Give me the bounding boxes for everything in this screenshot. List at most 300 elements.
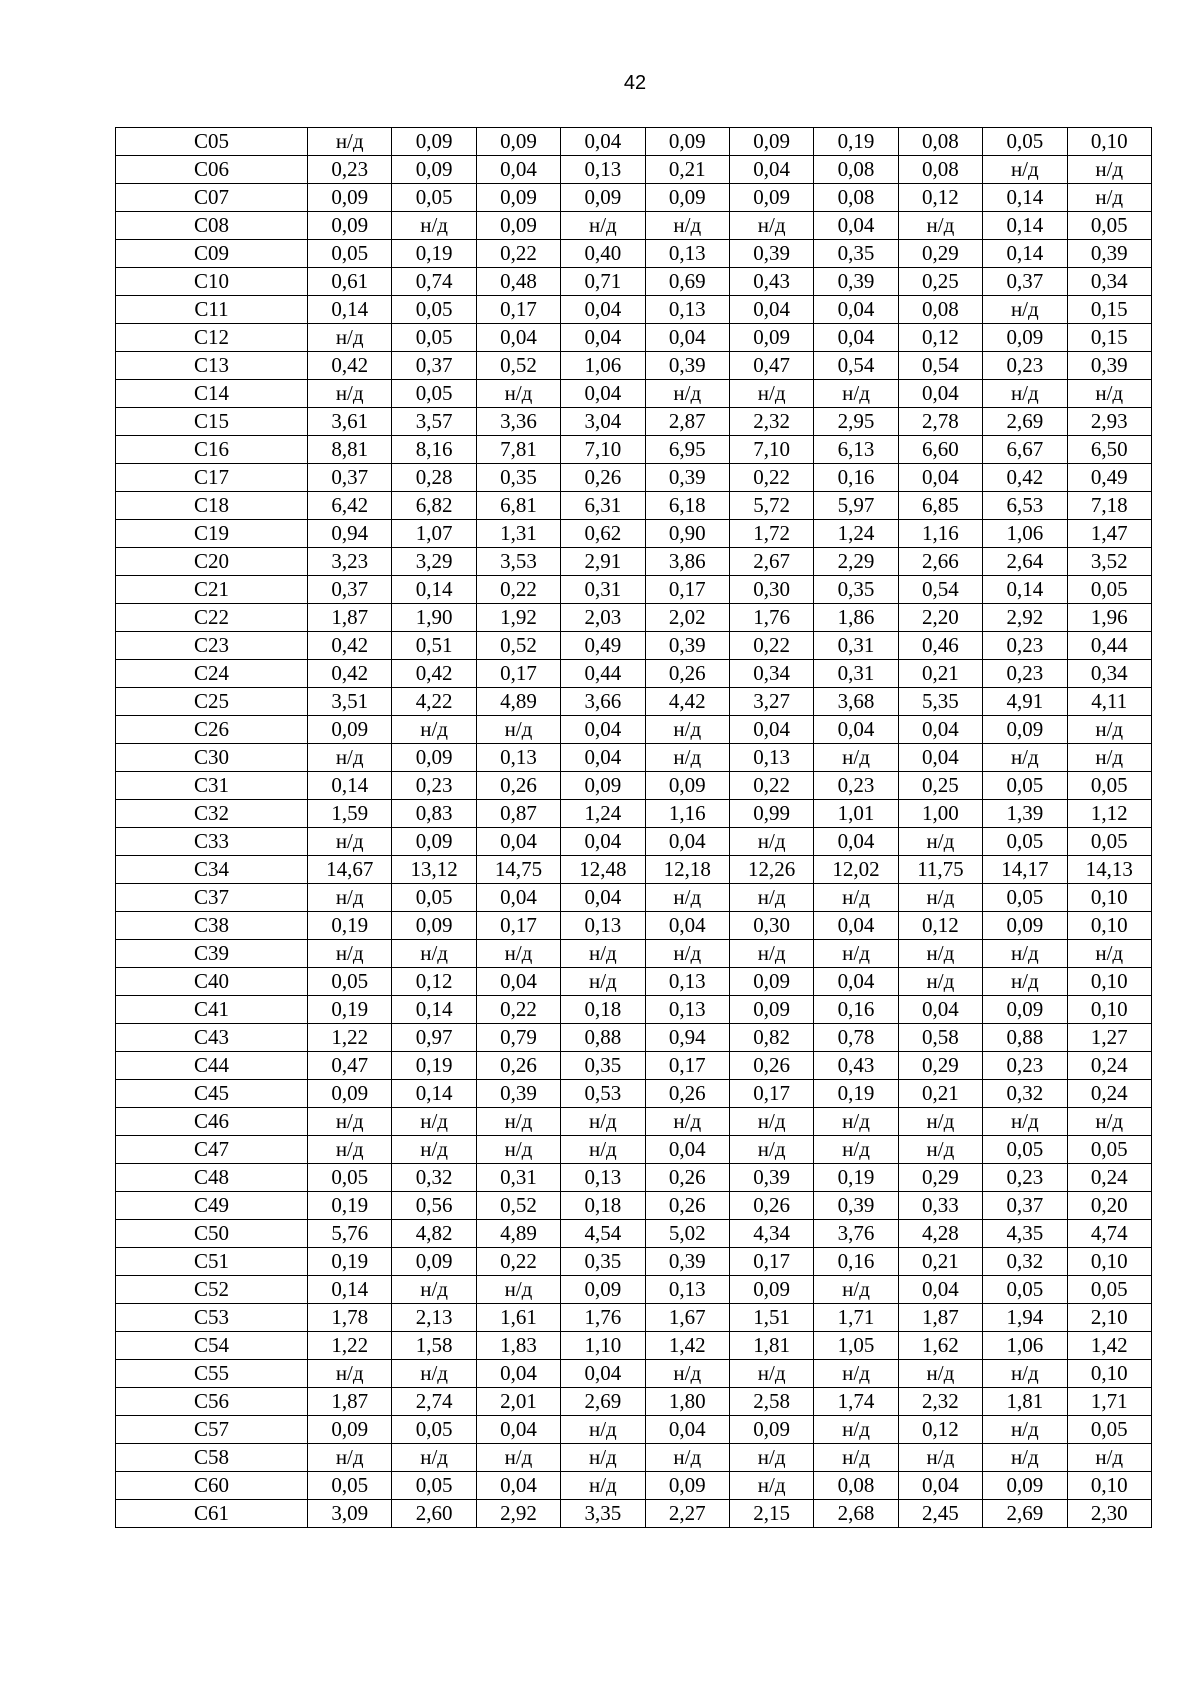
value-cell: 0,09 — [983, 912, 1067, 940]
value-cell: 3,76 — [814, 1220, 898, 1248]
value-cell: 0,54 — [898, 352, 982, 380]
value-cell: 1,06 — [561, 352, 645, 380]
row-code-cell: C18 — [116, 492, 308, 520]
value-cell: 0,14 — [983, 576, 1067, 604]
value-cell: 0,04 — [476, 884, 560, 912]
value-cell: н/д — [983, 156, 1067, 184]
value-cell: н/д — [898, 1444, 982, 1472]
value-cell: н/д — [983, 940, 1067, 968]
table-row — [116, 296, 1152, 324]
value-cell: 0,17 — [476, 912, 560, 940]
row-code-cell: C53 — [116, 1304, 308, 1332]
value-cell: 0,04 — [476, 1360, 560, 1388]
value-cell: 0,09 — [392, 128, 476, 156]
row-code-cell: C45 — [116, 1080, 308, 1108]
value-cell: н/д — [476, 940, 560, 968]
value-cell: 5,72 — [729, 492, 813, 520]
value-cell: 1,01 — [814, 800, 898, 828]
value-cell: 0,23 — [983, 1052, 1067, 1080]
value-cell: 0,19 — [814, 1080, 898, 1108]
value-cell: 6,85 — [898, 492, 982, 520]
value-cell: 0,04 — [814, 828, 898, 856]
value-cell: 0,04 — [898, 716, 982, 744]
value-cell: 0,21 — [898, 1080, 982, 1108]
value-cell: 0,16 — [814, 1248, 898, 1276]
value-cell: н/д — [814, 380, 898, 408]
value-cell: 2,20 — [898, 604, 982, 632]
table-row — [116, 1360, 1152, 1388]
value-cell: 0,05 — [308, 240, 392, 268]
value-cell: 0,29 — [898, 1052, 982, 1080]
row-code-cell: C07 — [116, 184, 308, 212]
value-cell: 0,09 — [392, 912, 476, 940]
value-cell: 0,04 — [476, 968, 560, 996]
value-cell: н/д — [645, 884, 729, 912]
value-cell: 12,18 — [645, 856, 729, 884]
value-cell: н/д — [1067, 940, 1151, 968]
row-code-cell: C46 — [116, 1108, 308, 1136]
table-row — [116, 352, 1152, 380]
value-cell: 0,37 — [392, 352, 476, 380]
table-row — [116, 632, 1152, 660]
value-cell: 0,37 — [308, 576, 392, 604]
value-cell: 0,12 — [898, 1416, 982, 1444]
value-cell: н/д — [898, 1108, 982, 1136]
value-cell: 1,78 — [308, 1304, 392, 1332]
value-cell: 0,47 — [729, 352, 813, 380]
value-cell: 0,23 — [308, 156, 392, 184]
value-cell: 0,22 — [729, 632, 813, 660]
value-cell: 0,13 — [476, 744, 560, 772]
value-cell: н/д — [983, 1444, 1067, 1472]
value-cell: 0,37 — [983, 268, 1067, 296]
table-row — [116, 772, 1152, 800]
value-cell: 2,30 — [1067, 1500, 1151, 1528]
value-cell: 0,08 — [898, 156, 982, 184]
table-row — [116, 436, 1152, 464]
value-cell: 0,31 — [814, 660, 898, 688]
value-cell: н/д — [392, 1276, 476, 1304]
value-cell: 4,22 — [392, 688, 476, 716]
value-cell: 0,28 — [392, 464, 476, 492]
value-cell: 0,09 — [729, 128, 813, 156]
value-cell: 0,90 — [645, 520, 729, 548]
value-cell: 0,24 — [1067, 1164, 1151, 1192]
value-cell: 0,09 — [476, 184, 560, 212]
value-cell: н/д — [308, 828, 392, 856]
row-code-cell: C47 — [116, 1136, 308, 1164]
value-cell: н/д — [729, 212, 813, 240]
value-cell: 0,22 — [729, 772, 813, 800]
value-cell: 0,10 — [1067, 968, 1151, 996]
value-cell: 0,04 — [898, 744, 982, 772]
value-cell: 7,10 — [729, 436, 813, 464]
value-cell: 0,44 — [561, 660, 645, 688]
value-cell: 0,09 — [476, 128, 560, 156]
value-cell: 0,14 — [308, 296, 392, 324]
row-code-cell: C61 — [116, 1500, 308, 1528]
value-cell: н/д — [898, 212, 982, 240]
value-cell: 1,76 — [729, 604, 813, 632]
value-cell: 0,23 — [983, 660, 1067, 688]
value-cell: 0,09 — [645, 128, 729, 156]
value-cell: н/д — [476, 1276, 560, 1304]
table-row — [116, 1388, 1152, 1416]
value-cell: 2,92 — [476, 1500, 560, 1528]
value-cell: 0,09 — [729, 184, 813, 212]
value-cell: 3,51 — [308, 688, 392, 716]
value-cell: 1,87 — [308, 1388, 392, 1416]
value-cell: 0,10 — [1067, 912, 1151, 940]
value-cell: н/д — [1067, 744, 1151, 772]
row-code-cell: C37 — [116, 884, 308, 912]
value-cell: 6,60 — [898, 436, 982, 464]
value-cell: 0,09 — [308, 716, 392, 744]
table-row — [116, 492, 1152, 520]
value-cell: 0,34 — [1067, 660, 1151, 688]
value-cell: 1,27 — [1067, 1024, 1151, 1052]
value-cell: 0,26 — [729, 1052, 813, 1080]
row-code-cell: C56 — [116, 1388, 308, 1416]
value-cell: 0,10 — [1067, 884, 1151, 912]
value-cell: 0,08 — [814, 1472, 898, 1500]
value-cell: 0,10 — [1067, 1472, 1151, 1500]
value-cell: 2,10 — [1067, 1304, 1151, 1332]
value-cell: 0,09 — [392, 744, 476, 772]
value-cell: 0,14 — [308, 1276, 392, 1304]
table-row — [116, 1220, 1152, 1248]
value-cell: н/д — [729, 1108, 813, 1136]
row-code-cell: C25 — [116, 688, 308, 716]
value-cell: 0,79 — [476, 1024, 560, 1052]
value-cell: 0,21 — [898, 1248, 982, 1276]
value-cell: 0,04 — [898, 1472, 982, 1500]
value-cell: 2,60 — [392, 1500, 476, 1528]
row-code-cell: C60 — [116, 1472, 308, 1500]
value-cell: н/д — [308, 940, 392, 968]
value-cell: 0,13 — [561, 912, 645, 940]
value-cell: 0,08 — [814, 156, 898, 184]
value-cell: 0,09 — [729, 1276, 813, 1304]
value-cell: 6,31 — [561, 492, 645, 520]
value-cell: н/д — [476, 1444, 560, 1472]
value-cell: 1,06 — [983, 520, 1067, 548]
value-cell: н/д — [729, 1444, 813, 1472]
row-code-cell: C13 — [116, 352, 308, 380]
value-cell: 0,04 — [814, 212, 898, 240]
value-cell: 0,22 — [476, 240, 560, 268]
value-cell: 4,74 — [1067, 1220, 1151, 1248]
value-cell: н/д — [1067, 380, 1151, 408]
table-row — [116, 1024, 1152, 1052]
value-cell: 0,21 — [645, 156, 729, 184]
value-cell: 0,05 — [392, 380, 476, 408]
value-cell: н/д — [729, 1136, 813, 1164]
value-cell: 8,16 — [392, 436, 476, 464]
value-cell: 0,09 — [645, 772, 729, 800]
value-cell: 0,05 — [1067, 772, 1151, 800]
value-cell: н/д — [814, 884, 898, 912]
value-cell: н/д — [308, 1444, 392, 1472]
value-cell: н/д — [729, 1472, 813, 1500]
value-cell: н/д — [561, 968, 645, 996]
value-cell: 0,09 — [729, 996, 813, 1024]
value-cell: 0,39 — [1067, 240, 1151, 268]
value-cell: 0,09 — [392, 828, 476, 856]
value-cell: 0,34 — [1067, 268, 1151, 296]
value-cell: 1,62 — [898, 1332, 982, 1360]
value-cell: н/д — [476, 716, 560, 744]
table-row — [116, 1472, 1152, 1500]
value-cell: 0,29 — [898, 1164, 982, 1192]
value-cell: 0,15 — [1067, 324, 1151, 352]
row-code-cell: C23 — [116, 632, 308, 660]
value-cell: 0,14 — [983, 240, 1067, 268]
value-cell: 0,09 — [561, 184, 645, 212]
value-cell: н/д — [983, 1416, 1067, 1444]
value-cell: 0,09 — [308, 1080, 392, 1108]
value-cell: н/д — [392, 212, 476, 240]
value-cell: 0,17 — [645, 576, 729, 604]
value-cell: 6,82 — [392, 492, 476, 520]
value-cell: 0,05 — [308, 968, 392, 996]
table-row — [116, 604, 1152, 632]
value-cell: 1,39 — [983, 800, 1067, 828]
value-cell: н/д — [561, 1136, 645, 1164]
value-cell: 7,81 — [476, 436, 560, 464]
table-row — [116, 1052, 1152, 1080]
row-code-cell: C51 — [116, 1248, 308, 1276]
value-cell: 0,39 — [729, 240, 813, 268]
value-cell: 1,58 — [392, 1332, 476, 1360]
value-cell: 0,31 — [814, 632, 898, 660]
value-cell: 2,32 — [898, 1388, 982, 1416]
value-cell: 2,69 — [983, 408, 1067, 436]
value-cell: 3,68 — [814, 688, 898, 716]
value-cell: 0,04 — [729, 296, 813, 324]
value-cell: 0,17 — [729, 1248, 813, 1276]
value-cell: 0,49 — [561, 632, 645, 660]
value-cell: н/д — [645, 744, 729, 772]
value-cell: 0,14 — [392, 1080, 476, 1108]
value-cell: н/д — [983, 1360, 1067, 1388]
value-cell: 0,05 — [983, 1136, 1067, 1164]
value-cell: 3,29 — [392, 548, 476, 576]
value-cell: 0,05 — [1067, 828, 1151, 856]
value-cell: 0,35 — [476, 464, 560, 492]
table-row — [116, 688, 1152, 716]
value-cell: 12,48 — [561, 856, 645, 884]
value-cell: 0,10 — [1067, 128, 1151, 156]
value-cell: 0,26 — [645, 1080, 729, 1108]
row-code-cell: C30 — [116, 744, 308, 772]
value-cell: 0,30 — [729, 576, 813, 604]
value-cell: 1,22 — [308, 1332, 392, 1360]
value-cell: 0,04 — [561, 380, 645, 408]
value-cell: н/д — [814, 1416, 898, 1444]
value-cell: 0,05 — [1067, 1276, 1151, 1304]
value-cell: 0,47 — [308, 1052, 392, 1080]
value-cell: 3,35 — [561, 1500, 645, 1528]
value-cell: 0,39 — [1067, 352, 1151, 380]
value-cell: 0,04 — [561, 128, 645, 156]
value-cell: 0,71 — [561, 268, 645, 296]
value-cell: 0,42 — [308, 352, 392, 380]
row-code-cell: C20 — [116, 548, 308, 576]
value-cell: 0,17 — [476, 296, 560, 324]
value-cell: 0,05 — [983, 828, 1067, 856]
table-row — [116, 576, 1152, 604]
value-cell: 2,66 — [898, 548, 982, 576]
value-cell: 14,13 — [1067, 856, 1151, 884]
value-cell: 0,05 — [1067, 212, 1151, 240]
value-cell: 1,51 — [729, 1304, 813, 1332]
value-cell: 0,40 — [561, 240, 645, 268]
value-cell: 1,61 — [476, 1304, 560, 1332]
value-cell: 1,96 — [1067, 604, 1151, 632]
value-cell: 0,39 — [814, 268, 898, 296]
value-cell: 0,09 — [308, 184, 392, 212]
row-code-cell: C05 — [116, 128, 308, 156]
value-cell: 0,05 — [1067, 576, 1151, 604]
value-cell: 0,42 — [308, 632, 392, 660]
row-code-cell: C43 — [116, 1024, 308, 1052]
value-cell: 0,04 — [729, 716, 813, 744]
value-cell: 0,09 — [308, 1416, 392, 1444]
value-cell: 1,47 — [1067, 520, 1151, 548]
value-cell: н/д — [814, 1108, 898, 1136]
value-cell: 3,66 — [561, 688, 645, 716]
value-cell: 0,10 — [1067, 1360, 1151, 1388]
value-cell: 0,35 — [814, 240, 898, 268]
value-cell: 0,04 — [814, 912, 898, 940]
value-cell: н/д — [308, 1360, 392, 1388]
value-cell: 0,05 — [392, 296, 476, 324]
value-cell: н/д — [645, 1360, 729, 1388]
value-cell: 0,61 — [308, 268, 392, 296]
value-cell: 0,54 — [898, 576, 982, 604]
value-cell: 0,39 — [729, 1164, 813, 1192]
table-row — [116, 1192, 1152, 1220]
value-cell: 14,75 — [476, 856, 560, 884]
value-cell: 6,95 — [645, 436, 729, 464]
row-code-cell: C08 — [116, 212, 308, 240]
value-cell: 0,32 — [983, 1248, 1067, 1276]
row-code-cell: C40 — [116, 968, 308, 996]
value-cell: 1,59 — [308, 800, 392, 828]
table-row — [116, 520, 1152, 548]
row-code-cell: C15 — [116, 408, 308, 436]
value-cell: 0,12 — [898, 324, 982, 352]
value-cell: н/д — [392, 716, 476, 744]
value-cell: 0,88 — [983, 1024, 1067, 1052]
value-cell: 1,42 — [1067, 1332, 1151, 1360]
value-cell: 0,35 — [561, 1248, 645, 1276]
value-cell: 3,09 — [308, 1500, 392, 1528]
value-cell: 0,09 — [983, 716, 1067, 744]
value-cell: 0,04 — [898, 380, 982, 408]
value-cell: 0,04 — [561, 1360, 645, 1388]
value-cell: 0,53 — [561, 1080, 645, 1108]
value-cell: 0,12 — [898, 912, 982, 940]
value-cell: 0,56 — [392, 1192, 476, 1220]
table-row — [116, 1416, 1152, 1444]
value-cell: 0,19 — [392, 240, 476, 268]
value-cell: 1,16 — [898, 520, 982, 548]
value-cell: 6,67 — [983, 436, 1067, 464]
table-row — [116, 380, 1152, 408]
value-cell: 0,26 — [561, 464, 645, 492]
value-cell: 13,12 — [392, 856, 476, 884]
value-cell: 1,87 — [308, 604, 392, 632]
value-cell: 0,37 — [308, 464, 392, 492]
row-code-cell: C31 — [116, 772, 308, 800]
value-cell: 0,43 — [814, 1052, 898, 1080]
value-cell: 0,19 — [308, 996, 392, 1024]
value-cell: 0,35 — [814, 576, 898, 604]
value-cell: 1,10 — [561, 1332, 645, 1360]
row-code-cell: C17 — [116, 464, 308, 492]
value-cell: 0,05 — [983, 772, 1067, 800]
value-cell: 7,10 — [561, 436, 645, 464]
value-cell: 2,93 — [1067, 408, 1151, 436]
value-cell: 0,83 — [392, 800, 476, 828]
value-cell: 0,26 — [476, 1052, 560, 1080]
value-cell: 2,15 — [729, 1500, 813, 1528]
table-row — [116, 324, 1152, 352]
value-cell: 0,13 — [645, 996, 729, 1024]
table-row — [116, 912, 1152, 940]
value-cell: 2,69 — [561, 1388, 645, 1416]
value-cell: 5,02 — [645, 1220, 729, 1248]
value-cell: 0,88 — [561, 1024, 645, 1052]
value-cell: н/д — [561, 940, 645, 968]
value-cell: н/д — [561, 1108, 645, 1136]
value-cell: н/д — [729, 380, 813, 408]
value-cell: 6,53 — [983, 492, 1067, 520]
table-row — [116, 464, 1152, 492]
value-cell: 0,05 — [392, 1472, 476, 1500]
value-cell: 4,35 — [983, 1220, 1067, 1248]
value-cell: 0,18 — [561, 996, 645, 1024]
row-code-cell: C11 — [116, 296, 308, 324]
value-cell: 0,23 — [392, 772, 476, 800]
value-cell: н/д — [392, 1108, 476, 1136]
value-cell: 0,04 — [814, 968, 898, 996]
value-cell: 0,26 — [729, 1192, 813, 1220]
value-cell: 0,26 — [645, 1164, 729, 1192]
value-cell: н/д — [476, 1136, 560, 1164]
value-cell: 6,81 — [476, 492, 560, 520]
row-code-cell: C58 — [116, 1444, 308, 1472]
value-cell: 1,87 — [898, 1304, 982, 1332]
value-cell: 7,18 — [1067, 492, 1151, 520]
value-cell: 0,42 — [983, 464, 1067, 492]
value-cell: 0,09 — [476, 212, 560, 240]
table-row — [116, 1164, 1152, 1192]
value-cell: 0,23 — [983, 1164, 1067, 1192]
value-cell: 0,19 — [308, 1192, 392, 1220]
value-cell: н/д — [308, 380, 392, 408]
value-cell: 4,82 — [392, 1220, 476, 1248]
value-cell: 0,09 — [983, 324, 1067, 352]
table-row — [116, 1500, 1152, 1528]
row-code-cell: C55 — [116, 1360, 308, 1388]
value-cell: 1,67 — [645, 1304, 729, 1332]
value-cell: 0,18 — [561, 1192, 645, 1220]
value-cell: 0,09 — [645, 1472, 729, 1500]
table-row — [116, 128, 1152, 156]
